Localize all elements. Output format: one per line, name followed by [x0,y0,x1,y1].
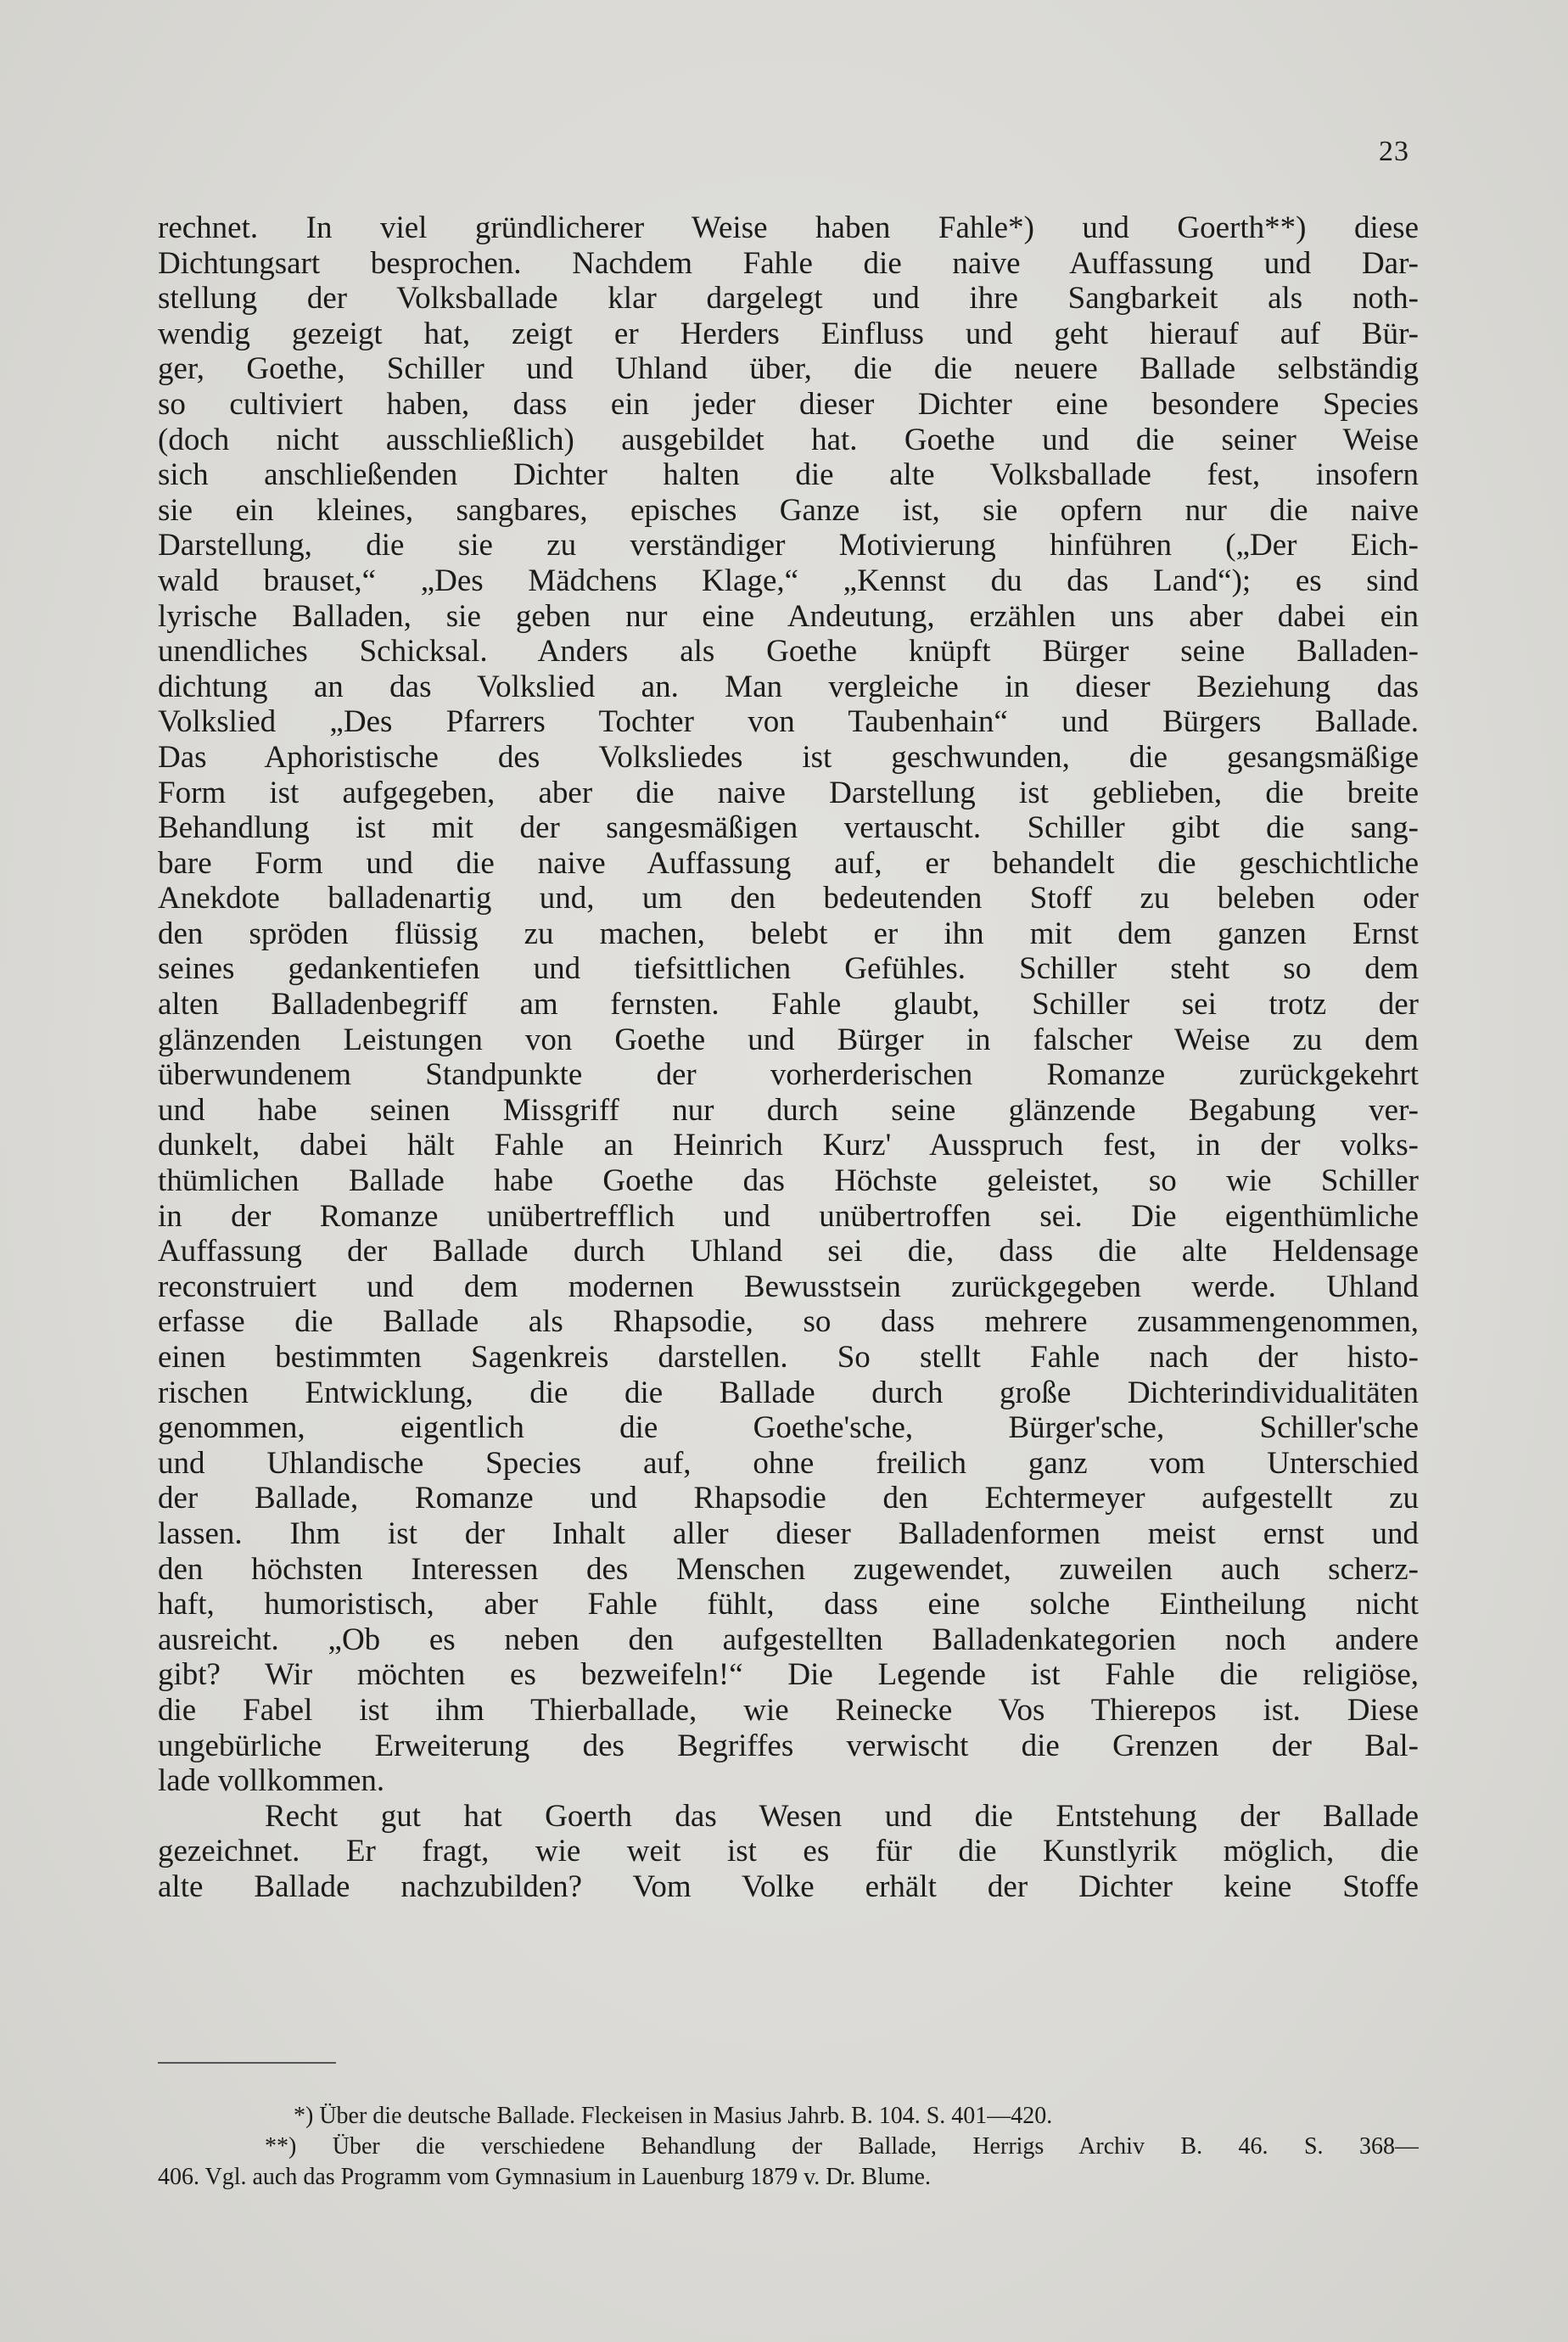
text-line: ger, Goethe, Schiller und Uhland über, die die neuere Ballade selbständig [158,351,1419,387]
text-line: erfasse die Ballade als Rhapsodie, so dass mehrere zusammengenommen, [158,1304,1419,1340]
text-line: und habe seinen Missgriff nur durch seine glänzende Begabung ver- [158,1092,1419,1128]
text-line: gezeichnet. Er fragt, wie weit ist es für die Kunstlyrik möglich, die [158,1834,1419,1869]
text-line: wald brauset,“ „Des Mädchens Klage,“ „Kennst du das Land“); es sind [158,563,1419,598]
page-number: 23 [1379,136,1409,167]
text-line: dichtung an das Volkslied an. Man vergleiche in dieser Beziehung das [158,669,1419,704]
footnote-line: 406. Vgl. auch das Programm vom Gymnasium in Lauenburg 1879 v. Dr. Blume. [158,2164,931,2190]
text-line: alten Balladenbegriff am fernsten. Fahle glaubt, Schiller sei trotz der [158,987,1419,1023]
text-line: und Uhlandische Species auf, ohne freilich ganz vom Unterschied [158,1445,1419,1481]
text-line: ausreicht. „Ob es neben den aufgestellten Balladenkategorien noch andere [158,1622,1419,1657]
footnote-rule [158,2062,336,2064]
text-line: sie ein kleines, sangbares, episches Ganze ist, sie opfern nur die naive [158,492,1419,528]
text-line: in der Romanze unübertrefflich und unübertroffen sei. Die eigenthümliche [158,1198,1419,1234]
text-line: einen bestimmten Sagenkreis darstellen. So stellt Fahle nach der histo- [158,1340,1419,1375]
text-line: unendliches Schicksal. Anders als Goethe knüpft Bürger seine Balladen- [158,634,1419,670]
text-line: dunkelt, dabei hält Fahle an Heinrich Kurz' Ausspruch fest, in der volks- [158,1128,1419,1163]
footnote-line: **) Über die verschiedene Behandlung der Ballade, Herrigs Archiv B. 46. S. 368— [265,2133,1419,2160]
text-line: Behandlung ist mit der sangesmäßigen vertauscht. Schiller gibt die sang- [158,810,1419,846]
text-line: den höchsten Interessen des Menschen zugewendet, zuweilen auch scherz- [158,1551,1419,1587]
text-line: die Fabel ist ihm Thierballade, wie Reinecke Vos Thierepos ist. Diese [158,1692,1419,1728]
text-line: rechnet. In viel gründlicherer Weise haben Fahle*) und Goerth**) diese [158,210,1419,245]
text-line: den spröden flüssig zu machen, belebt er ihn mit dem ganzen Ernst [158,916,1419,951]
text-line: Auffassung der Ballade durch Uhland sei die, dass die alte Heldensage [158,1234,1419,1269]
text-line: Darstellung, die sie zu verständiger Motivierung hinführen („Der Eich- [158,528,1419,563]
body-text [158,210,1419,1905]
text-line: wendig gezeigt hat, zeigt er Herders Einfluss und geht hierauf auf Bür- [158,316,1419,351]
text-line: lade vollkommen. [158,1763,385,1799]
text-line: stellung der Volksballade klar dargelegt und ihre Sangbarkeit als noth- [158,281,1419,317]
text-line: haft, humoristisch, aber Fahle fühlt, dass eine solche Eintheilung nicht [158,1587,1419,1622]
text-line: thümlichen Ballade habe Goethe das Höchste geleistet, so wie Schiller [158,1163,1419,1199]
text-line: Dichtungsart besprochen. Nachdem Fahle die naive Auffassung und Dar- [158,245,1419,281]
text-line: Form ist aufgegeben, aber die naive Darstellung ist geblieben, die breite [158,775,1419,810]
footnotes [158,2101,1419,2193]
text-line: Anekdote balladenartig und, um den bedeutenden Stoff zu beleben oder [158,881,1419,916]
text-line: Volkslied „Des Pfarrers Tochter von Taubenhain“ und Bürgers Ballade. [158,704,1419,740]
text-line: überwundenem Standpunkte der vorherderischen Romanze zurückgekehrt [158,1057,1419,1093]
text-line: lyrische Balladen, sie geben nur eine Andeutung, erzählen uns aber dabei ein [158,598,1419,634]
text-line: lassen. Ihm ist der Inhalt aller dieser Balladenformen meist ernst und [158,1516,1419,1551]
text-line: Recht gut hat Goerth das Wesen und die Entstehung der Ballade [265,1798,1419,1834]
text-line: gibt? Wir möchten es bezweifeln!“ Die Legende ist Fahle die religiöse, [158,1657,1419,1693]
text-line: sich anschließenden Dichter halten die alte Volksballade fest, insofern [158,457,1419,493]
text-line: glänzenden Leistungen von Goethe und Bürger in falscher Weise zu dem [158,1022,1419,1057]
text-line: Das Aphoristische des Volksliedes ist geschwunden, die gesangsmäßige [158,739,1419,775]
text-line: ungebürliche Erweiterung des Begriffes verwischt die Grenzen der Bal- [158,1728,1419,1763]
text-line: rischen Entwicklung, die die Ballade durch große Dichterindividualitäten [158,1375,1419,1410]
text-line: alte Ballade nachzubilden? Vom Volke erhält der Dichter keine Stoffe [158,1869,1419,1904]
text-line: genommen, eigentlich die Goethe'sche, Bürger'sche, Schiller'sche [158,1410,1419,1446]
text-line: der Ballade, Romanze und Rhapsodie den Echtermeyer aufgestellt zu [158,1481,1419,1516]
text-line: reconstruiert und dem modernen Bewusstsein zurückgegeben werde. Uhland [158,1269,1419,1304]
text-line: seines gedankentiefen und tiefsittlichen Gefühles. Schiller steht so dem [158,951,1419,987]
footnote-line: *) Über die deutsche Ballade. Fleckeisen in Masius Jahrb. B. 104. S. 401—420. [294,2103,1053,2129]
text-line: (doch nicht ausschließlich) ausgebildet hat. Goethe und die seiner Weise [158,422,1419,457]
text-line: so cultiviert haben, dass ein jeder dieser Dichter eine besondere Species [158,386,1419,422]
text-line: bare Form und die naive Auffassung auf, er behandelt die geschichtliche [158,845,1419,881]
